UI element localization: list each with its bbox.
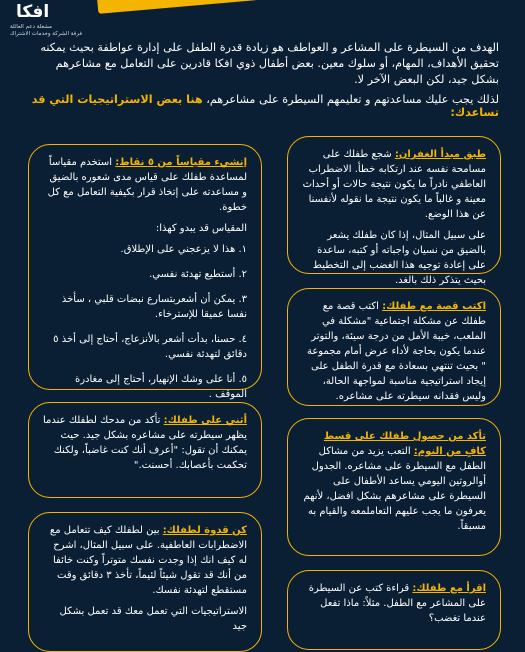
card-sleep-title: تأكد من حصول طفلك على قسط كافٍ من النوم:: [323, 431, 486, 457]
card-read-title: اقرأ مع طفلك:: [412, 583, 486, 594]
card-forgiveness-text: شجع طفلك على مسامحة نفسه عند ارتكابه خطأ. الاضطراب العاطفي نادراً ما يكون نتيجة حالات أو أحداث معينة و غالباً ما يكون نتيجة ما نقوله لأنفسنا عن هذا الوضع.: [302, 149, 486, 220]
card-role-model-more: الاستراتيجيات التي تعمل معك قد تعمل بشكل جيد: [59, 606, 247, 632]
scale-item: ٢. أستطيع تهدئة نفسي.: [149, 269, 247, 280]
card-praise: [28, 402, 262, 498]
card-scale-lead: المقياس قد يبدو كهذا:: [155, 223, 247, 234]
scale-item: ٥. أنا على وشك الإنهيار، أحتاج إلى مغادرة الموقف .: [74, 374, 247, 400]
scale-item: ١. هذا لا يزعجني على الإطلاق.: [120, 244, 247, 255]
scale-list: [43, 242, 247, 402]
card-sleep-text: التعب يزيد من مشاكل الطفل مع السيطرة على مشاعره. الجدول أوالروتين اليومي يساعد الأطفال على السيطرة على مشاعرهم بشكل افضل، لأنهم يعرفون ما يجب عليهم التعاملمعه والقيام به مسبقاً.: [303, 446, 486, 532]
intro-lead-text: لذلك يجب عليك مساعدتهم و تعليمهم السيطرة على مشاعرهم،: [206, 93, 499, 106]
scale-item: ٣. يمكن أن أشعربتسارع نبضات قلبي ، سأخذ نفسا عميقا للإسترخاء.: [61, 294, 247, 320]
card-forgiveness-title: طبق مبدأ الغفران:: [394, 149, 486, 160]
card-scale-text: استخدم مقياساً لمساعدة طفلك على قياس مدى شعوره بالضيق و مساعدته على إتخاذ قرار بكيفية التعامل مع كل خطوة.: [47, 157, 247, 213]
card-read-text: قراءة كتب عن السيطرة على المشاعر مع الطفل. مثلاً: ماذا تفعل عندما تغضب؟: [308, 583, 486, 624]
header-band: [0, 0, 525, 18]
intro-lead: [29, 93, 499, 119]
card-scale-title: إنشيء مقياساً من ٥ نقاط:: [115, 157, 247, 168]
logo-title: افكا: [16, 2, 50, 22]
card-sleep: [287, 418, 501, 556]
card-role-model-body: [43, 523, 247, 598]
card-story: [287, 288, 501, 406]
card-forgiveness: [287, 136, 501, 286]
logo: [6, 0, 82, 40]
card-read: [287, 570, 501, 650]
intro-highlight: هنا بعض الاستراتيجيات التي قد تساعدك:: [31, 93, 499, 119]
card-role-model-text: بين لطفلك كيف تتعامل مع الاضطرابات العاطفية. على سبيل المثال، اشرح له كيف انك إذا وجدت نفسك متوتراً وكنت خائفا من أنك قد تقول شيئاً لئيماً، تأخذ ٣ دقائق وقت مستقطع لتهدئة نفسك.: [49, 525, 247, 596]
card-scale: [28, 144, 262, 400]
logo-subtitle-1: مشغلة دعم العائلة: [10, 24, 52, 30]
card-story-title: اكتب قصة مع طفلك:: [382, 301, 486, 312]
card-role-model-title: كن قدوة لطفلك:: [162, 525, 247, 536]
card-praise-title: أثني على طفلك:: [163, 415, 247, 426]
intro-paragraph: الهدف من السيطرة على المشاعر و العواطف هو زيادة قدرة الطفل على إدارة عواطفة بحيث يمكنه تحقيق الأهداف، المهام، أو سلوك معين. بعض أطفال ذوي افكا قادرين على التعامل مع مشاعرهم بشكل جيد، لكن البعض الآخر لا.: [40, 41, 499, 86]
card-forgiveness-example: على سبيل المثال، إذا كان طفلك يشعر بالضيق من نسيان واجباته أو كتبه، ساعدة على إعادة توجيه هذا الغضب إلى التخطيط بحيث يتذكر ذلك بالغد.: [312, 230, 486, 286]
card-role-model: [28, 512, 262, 652]
logo-subtitle-2: فرقة الشركة وخدمات الاشتراك: [10, 31, 82, 37]
card-story-text: اكتب قصة مع طفلك عن مشكلة اجتماعية "مشكلة في الملعب، خيبة الأمل من درجة سيئة، والتوتر عندما يكون بحاجة لأداء عرض أمام مجموعة " بحيث تنتهي بسعادة مع قدرة الطفل على إيجاد استراتيجية مناسبة لمواجهة الحالة، وليس فقدانه سيطرته على مشاعره.: [306, 301, 486, 402]
card-forgiveness-body: [302, 147, 486, 222]
scale-item: ٤. حسنا، بدأت أشعر بالأنزعاج، أحتاج إلى أخذ ٥ دقائق لتهدئة نفسي.: [53, 334, 247, 360]
card-praise-text: تأكد من مدحك لطفلك عندما يظهر سيطرته على مشاعره بشكل جيد. حيث يمكنك أن تقول: "أعرف أنك كنت غاضباً، ولكنك تحكمت بأعصابك. أحسنت.": [43, 415, 247, 471]
card-scale-intro: [43, 155, 247, 215]
